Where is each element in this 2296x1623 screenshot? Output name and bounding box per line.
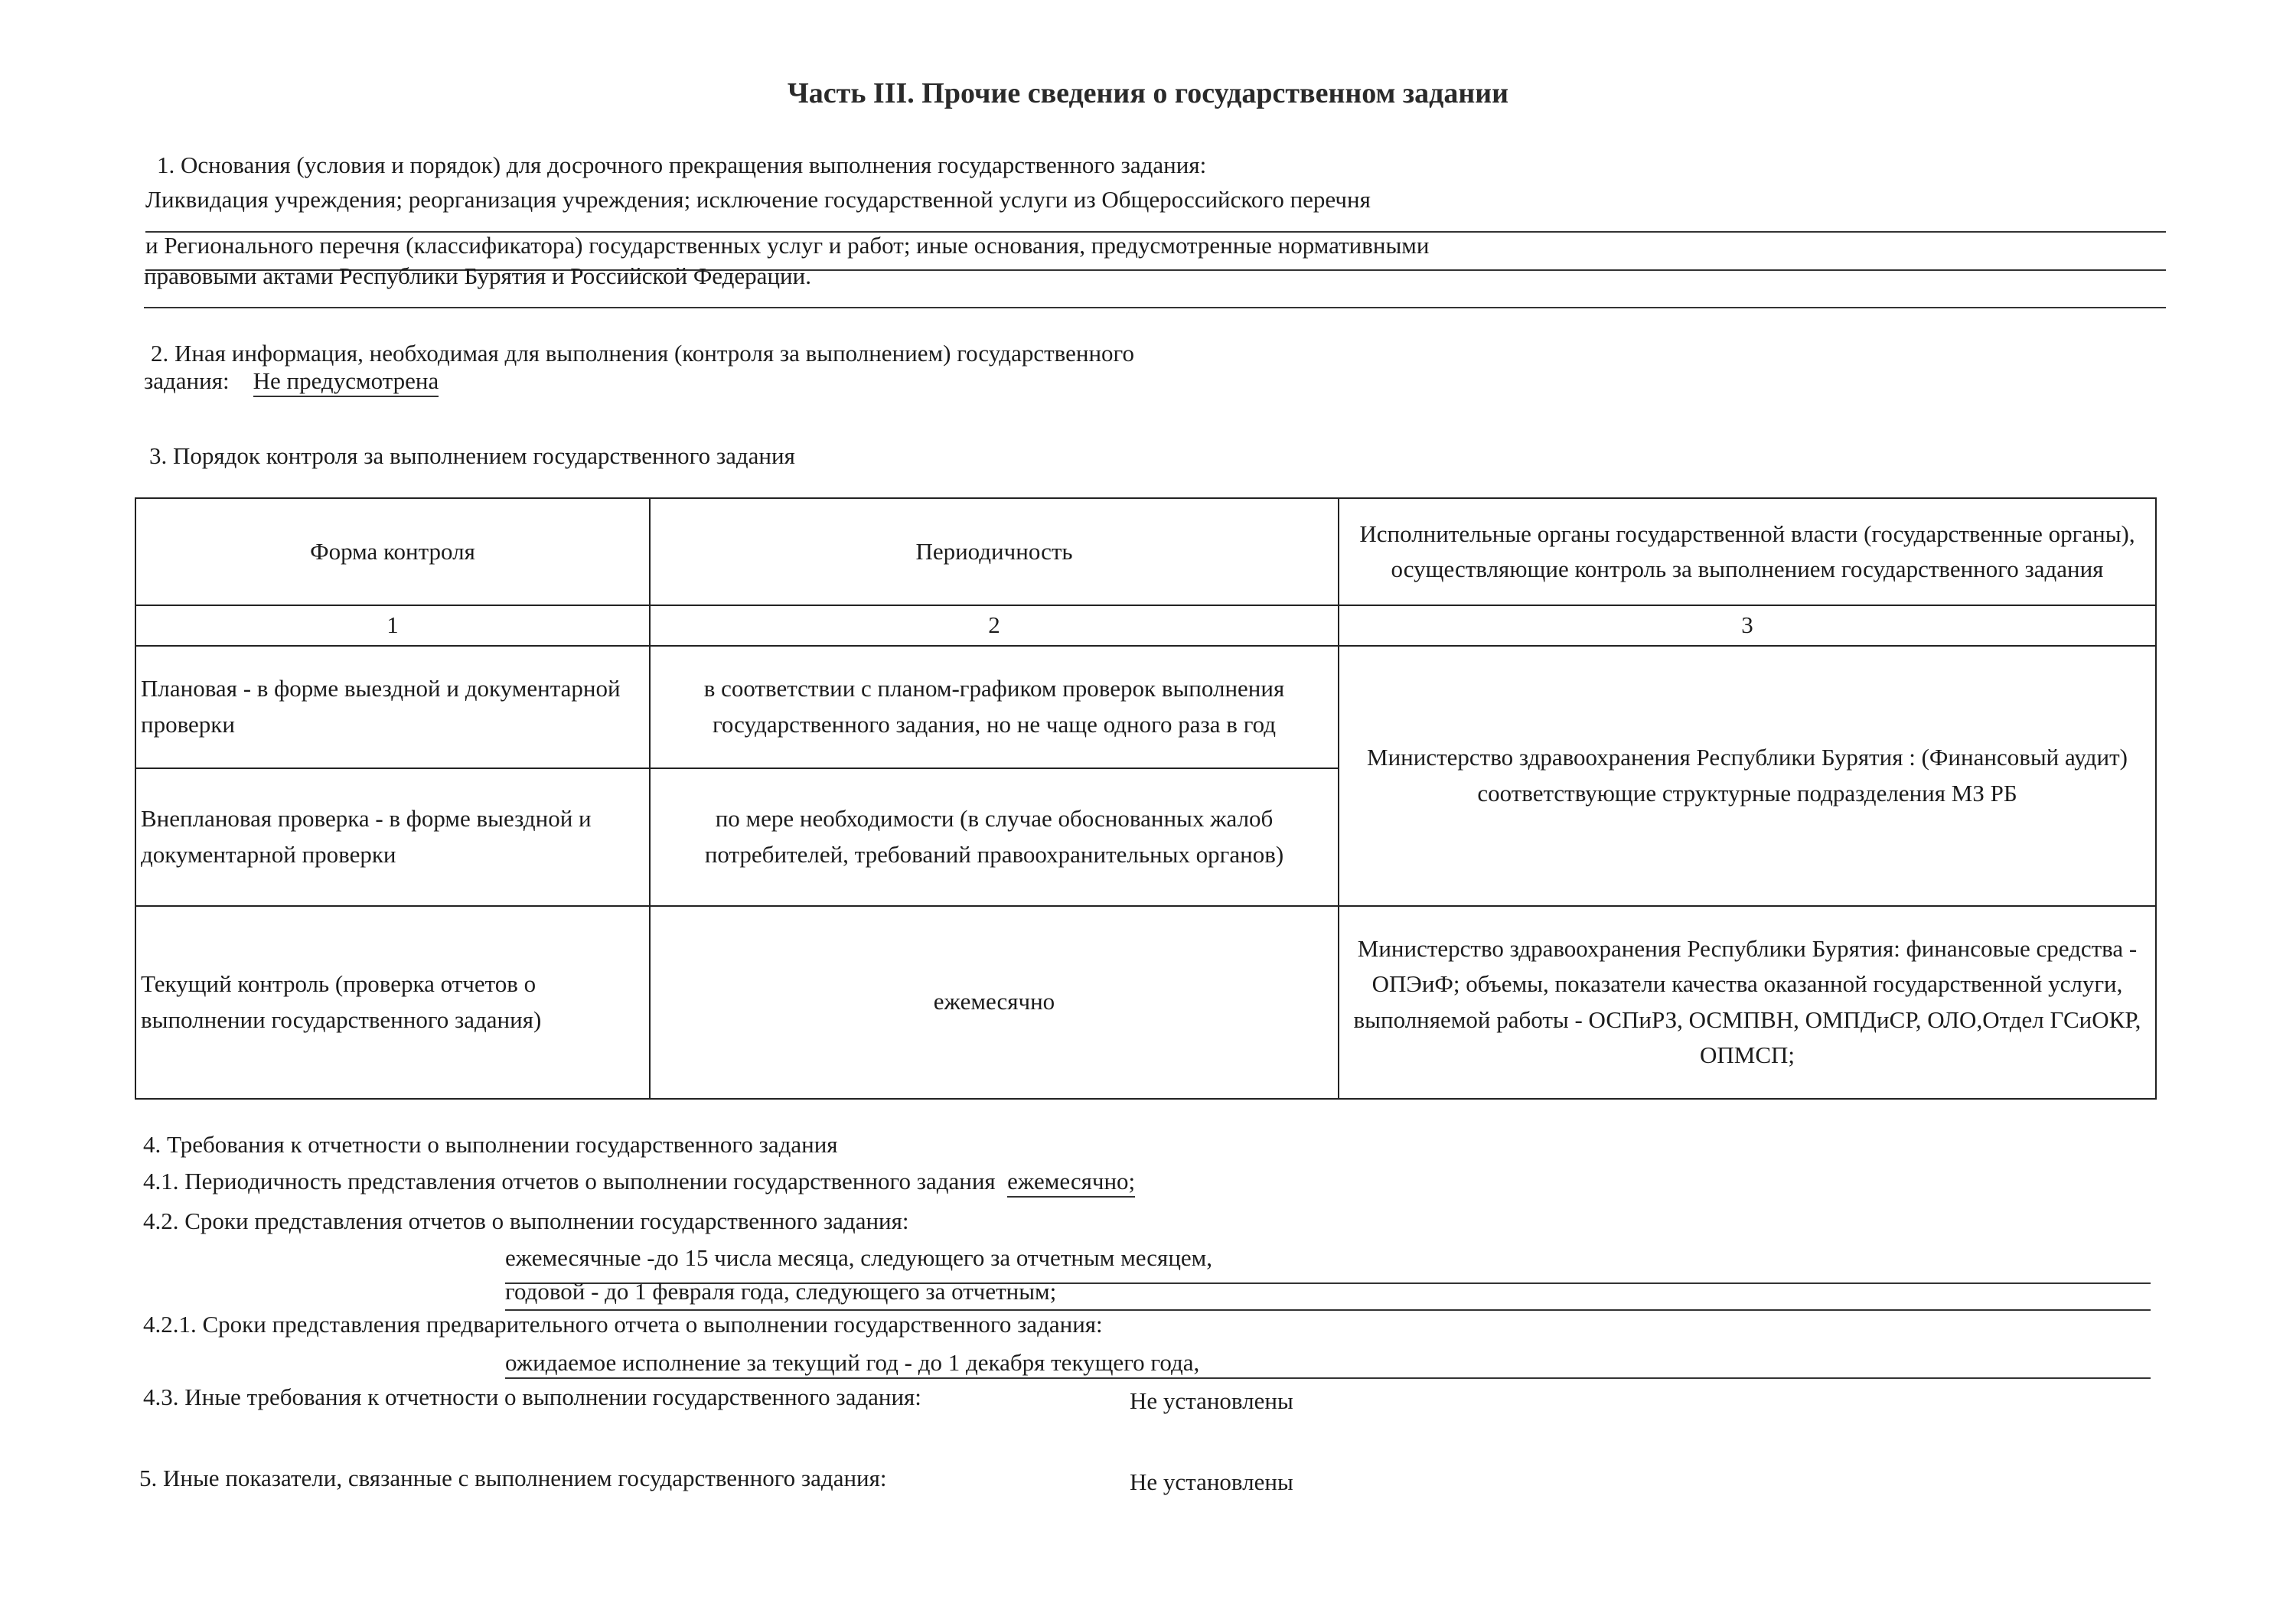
underline-rule [505,1377,2151,1379]
row-authority: Министерство здравоохранения Республики Бурятия: финансовые средства - ОПЭиФ; объемы, показатели качества оказанной государственной услуги, выполняемой работы - ОСПиРЗ, ОСМПВН, ОМПДиСР, ОЛО,Отдел ГСиОКР, ОПМСП; [1339,906,2156,1099]
section-1-line-2: и Регионального перечня (классификатора) государственных услуг и работ; иные основания, предусмотренные нормативными [145,232,1430,259]
row-form: Внеплановая проверка - в форме выездной и документарной проверки [135,768,650,906]
section-4-2-monthly: ежемесячные -до 15 числа месяца, следующего за отчетным месяцем, [505,1244,1213,1271]
underline-rule [144,307,2166,308]
column-number: 2 [650,605,1339,646]
header-authority: Исполнительные органы государственной власти (государственные органы), осуществляющие контроль за выполнением государственного задания [1339,498,2156,605]
header-form: Форма контроля [135,498,650,605]
header-period: Периодичность [650,498,1339,605]
section-1-heading: 1. Основания (условия и порядок) для досрочного прекращения выполнения государственного задания: [157,152,1207,178]
section-2-prefix: задания: [144,367,230,394]
section-2-value: Не предусмотрена [253,367,439,397]
column-number: 1 [135,605,650,646]
section-4-1-label: 4.1. Периодичность представления отчетов о выполнении государственного задания [143,1168,996,1194]
section-4-3-value: Не установлены [1130,1387,1293,1414]
row-period: ежемесячно [650,906,1339,1099]
row-form: Текущий контроль (проверка отчетов о выполнении государственного задания) [135,906,650,1099]
page-title: Часть III. Прочие сведения о государственном задании [787,77,1509,109]
row-period: по мере необходимости (в случае обоснованных жалоб потребителей, требований правоохранительных органов) [650,768,1339,906]
section-4-1-value: ежемесячно; [1007,1168,1135,1198]
table-row [135,906,2156,1099]
section-3-heading: 3. Порядок контроля за выполнением государственного задания [149,442,795,469]
row-authority-merged: Министерство здравоохранения Республики Бурятия : (Финансовый аудит) соответствующие структурные подразделения МЗ РБ [1339,646,2156,906]
section-5-value: Не установлены [1130,1468,1293,1495]
row-period: в соответствии с планом-графиком проверок выполнения государственного задания, но не чаще одного раза в год [650,646,1339,768]
section-4-2-label: 4.2. Сроки представления отчетов о выполнении государственного задания: [143,1207,909,1234]
control-table [135,497,2157,1100]
section-1-line-3: правовыми актами Республики Бурятия и Российской Федерации. [144,262,811,289]
section-4-2-1-label: 4.2.1. Сроки представления предварительного отчета о выполнении государственного задания: [143,1311,1103,1338]
section-4-2-1-value: ожидаемое исполнение за текущий год - до 1 декабря текущего года, [505,1349,1200,1376]
table-row [135,646,2156,768]
section-4-heading: 4. Требования к отчетности о выполнении государственного задания [143,1131,838,1158]
section-4-2-annual: годовой - до 1 февраля года, следующего за отчетным; [505,1278,1057,1305]
section-4-1 [143,1169,1135,1193]
section-2-line-1: 2. Иная информация, необходимая для выполнения (контроля за выполнением) государственного [151,340,1134,367]
row-form: Плановая - в форме выездной и документарной проверки [135,646,650,768]
section-5-label: 5. Иные показатели, связанные с выполнением государственного задания: [139,1465,887,1491]
section-1-line-1: Ликвидация учреждения; реорганизация учреждения; исключение государственной услуги из Общероссийского перечня [145,186,1371,213]
section-4-3-label: 4.3. Иные требования к отчетности о выполнении государственного задания: [143,1383,921,1410]
column-number: 3 [1339,605,2156,646]
section-2-line-2 [144,369,439,393]
